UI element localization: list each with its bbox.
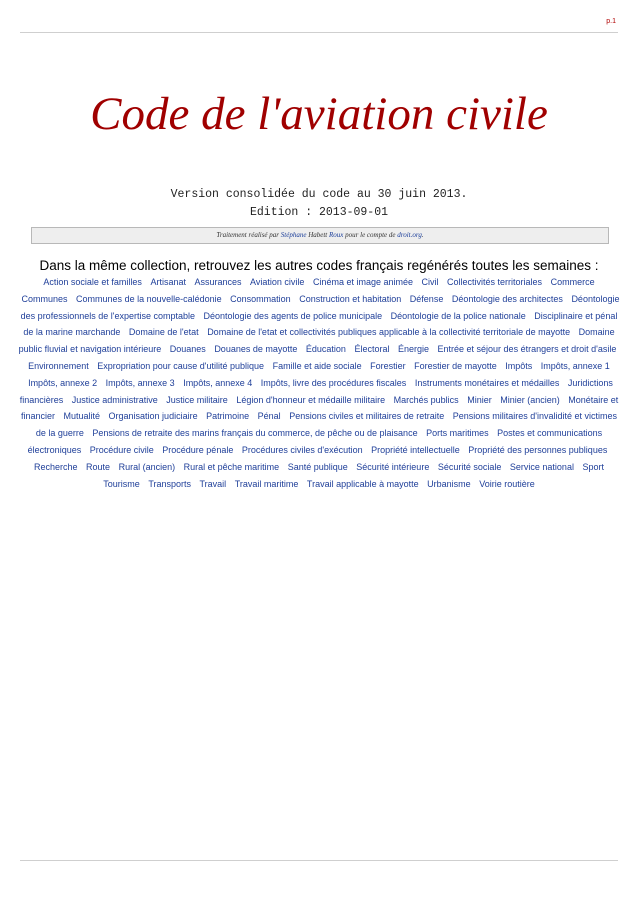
author-first-name-link[interactable]: Stéphane	[280, 231, 307, 239]
code-link[interactable]: Transports	[148, 478, 191, 489]
credits-suffix: .	[421, 231, 424, 239]
version-line: Version consolidée du code au 30 juin 2013.	[170, 188, 468, 201]
code-link[interactable]: Mutualité	[63, 411, 101, 422]
code-link[interactable]: Instruments monétaires et médailles	[414, 377, 560, 388]
code-link[interactable]: Sport	[582, 461, 604, 472]
credits-prefix: Traitement réalisé par	[216, 231, 280, 239]
code-link[interactable]: Sécurité intérieure	[356, 461, 430, 472]
code-link[interactable]: Pensions militaires d'invalidité et victimes de la guerre	[35, 411, 618, 439]
code-link[interactable]: Propriété des personnes publiques	[468, 444, 608, 455]
code-link[interactable]: Travail applicable à mayotte	[306, 478, 419, 489]
code-link[interactable]: Expropriation pour cause d'utilité publique	[97, 360, 265, 371]
code-link[interactable]: Communes de la nouvelle-calédonie	[76, 293, 222, 304]
code-link[interactable]: Énergie	[397, 344, 429, 355]
code-link[interactable]: Travail	[199, 478, 227, 489]
code-link[interactable]: Ports maritimes	[426, 428, 489, 439]
code-link[interactable]: Domaine de l'etat et collectivités publiques applicable à la collectivité territoriale de mayotte	[207, 327, 571, 338]
code-link[interactable]: Tourisme	[103, 478, 140, 489]
code-link[interactable]: Juridictions financières	[19, 377, 613, 405]
code-link[interactable]: Consommation	[230, 293, 291, 304]
code-link[interactable]: Pénal	[257, 411, 281, 422]
code-link[interactable]: Impôts, annexe 4	[183, 377, 253, 388]
code-link[interactable]: Urbanisme	[427, 478, 471, 489]
edition-line: Edition : 2013-09-01	[249, 206, 389, 219]
code-link[interactable]: Collectivités territoriales	[447, 277, 543, 287]
code-link[interactable]: Douanes de mayotte	[214, 344, 298, 355]
code-link[interactable]: Justice militaire	[166, 394, 228, 405]
page-number: p.1	[606, 18, 616, 25]
code-link[interactable]: Déontologie des agents de police municipale	[203, 310, 383, 321]
code-link[interactable]: Électoral	[354, 344, 390, 355]
collection-heading: Dans la même collection, retrouvez les autres codes français regénérés toutes les semaines :	[39, 258, 599, 273]
code-link[interactable]: Monétaire et financier	[20, 394, 619, 422]
site-link[interactable]: droit.org	[397, 231, 422, 239]
code-link[interactable]: Minier (ancien)	[500, 394, 560, 405]
code-link[interactable]: Famille et aide sociale	[272, 360, 362, 371]
code-link[interactable]: Légion d'honneur et médaille militaire	[236, 394, 386, 405]
code-link[interactable]: Défense	[409, 293, 444, 304]
codes-link-list	[18, 274, 620, 492]
code-link[interactable]: Travail maritime	[234, 478, 299, 489]
code-link[interactable]: Procédure civile	[89, 444, 154, 455]
code-link[interactable]: Environnement	[28, 360, 89, 371]
code-link[interactable]: Impôts, annexe 1	[540, 360, 610, 371]
code-link[interactable]: Commerce	[550, 277, 595, 287]
credits-middle-text: pour le compte de	[345, 231, 396, 239]
code-link[interactable]: Déontologie de la police nationale	[390, 310, 526, 321]
code-link[interactable]: Forestier de mayotte	[414, 360, 497, 371]
code-link[interactable]: Disciplinaire et pénal de la marine marchande	[23, 310, 618, 338]
code-link[interactable]: Santé publique	[287, 461, 348, 472]
code-link[interactable]: Action sociale et familles	[43, 277, 142, 287]
code-link[interactable]: Aviation civile	[250, 277, 305, 287]
code-link[interactable]: Douanes	[169, 344, 206, 355]
code-link[interactable]: Déontologie des architectes	[451, 293, 563, 304]
code-link[interactable]: Entrée et séjour des étrangers et droit d'asile	[437, 344, 617, 355]
code-link[interactable]: Impôts, livre des procédures fiscales	[260, 377, 407, 388]
author-middle-name: Habett	[308, 231, 328, 239]
code-link[interactable]: Procédures civiles d'exécution	[241, 444, 363, 455]
code-link[interactable]: Recherche	[34, 461, 78, 472]
code-link[interactable]: Sécurité sociale	[437, 461, 502, 472]
author-last-name-link[interactable]: Roux	[329, 231, 344, 239]
code-link[interactable]: Propriété intellectuelle	[371, 444, 460, 455]
header-divider	[20, 32, 618, 33]
version-block	[0, 186, 638, 222]
code-link[interactable]: Rural (ancien)	[118, 461, 176, 472]
code-link[interactable]: Pensions civiles et militaires de retraite	[289, 411, 445, 422]
code-link[interactable]: Cinéma et image animée	[312, 277, 413, 287]
code-link[interactable]: Domaine de l'etat	[128, 327, 199, 338]
code-link[interactable]: Marchés publics	[393, 394, 459, 405]
code-link[interactable]: Service national	[509, 461, 574, 472]
code-link[interactable]: Déontologie des professionnels de l'expertise comptable	[20, 293, 620, 321]
code-link[interactable]: Rural et pêche maritime	[183, 461, 280, 472]
code-link[interactable]: Éducation	[305, 344, 346, 355]
code-link[interactable]: Voirie routière	[479, 478, 535, 489]
code-link[interactable]: Minier	[467, 394, 492, 405]
code-link[interactable]: Impôts, annexe 3	[105, 377, 175, 388]
code-link[interactable]: Construction et habitation	[299, 293, 402, 304]
code-link[interactable]: Postes et communications électroniques	[27, 428, 603, 455]
code-link[interactable]: Forestier	[370, 360, 406, 371]
code-link[interactable]: Civil	[421, 277, 439, 287]
code-link[interactable]: Patrimoine	[206, 411, 250, 422]
code-link[interactable]: Impôts	[505, 360, 533, 371]
code-link[interactable]: Assurances	[194, 277, 242, 287]
code-link[interactable]: Organisation judiciaire	[108, 411, 198, 422]
code-link[interactable]: Impôts, annexe 2	[28, 377, 98, 388]
code-link[interactable]: Route	[86, 461, 111, 472]
code-link[interactable]: Pensions de retraite des marins français du commerce, de pêche ou de plaisance	[92, 428, 418, 439]
code-link[interactable]: Justice administrative	[71, 394, 158, 405]
credits-box	[31, 227, 609, 244]
code-link[interactable]: Artisanat	[150, 277, 186, 287]
footer-divider	[20, 860, 618, 861]
document-title: Code de l'aviation civile	[90, 88, 548, 140]
code-link[interactable]: Procédure pénale	[162, 444, 234, 455]
code-link[interactable]: Domaine public fluvial et navigation intérieure	[18, 327, 615, 355]
code-link[interactable]: Communes	[21, 293, 68, 304]
